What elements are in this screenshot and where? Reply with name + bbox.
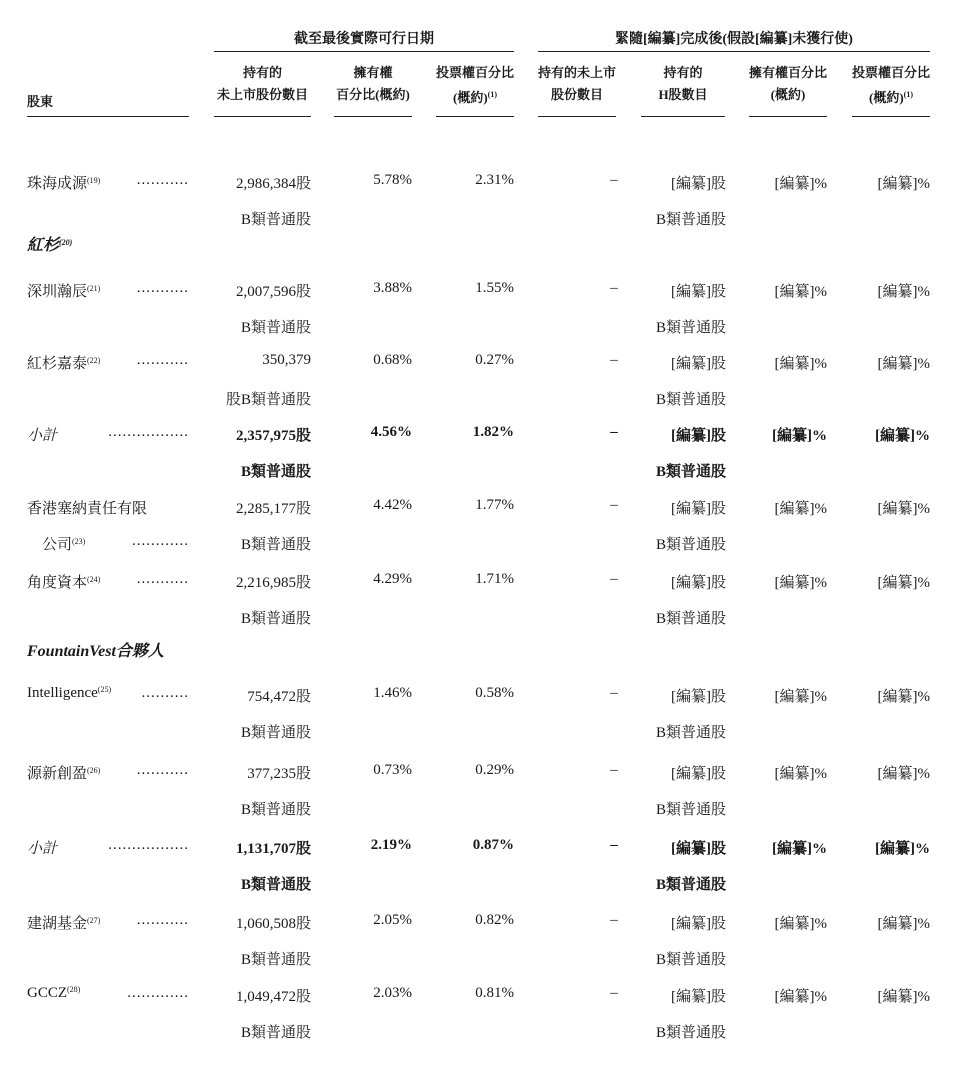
shareholder-name-cont: 公司$^{(23)}$ ............ bbox=[42, 533, 189, 553]
col-header-rule bbox=[852, 116, 930, 117]
unlisted-after: – bbox=[610, 497, 618, 513]
h-shares-count: [編纂]股 bbox=[671, 841, 726, 857]
h-shares-count: [編纂]股 bbox=[671, 916, 726, 932]
h-shares-count: [編纂]股 bbox=[671, 284, 726, 300]
unlisted-shares-count: 1,060,508股 bbox=[235, 916, 311, 932]
voting-pct: 1.55% bbox=[475, 280, 514, 296]
voting-after: [編纂]% bbox=[877, 916, 930, 932]
voting-after: [編纂]% bbox=[875, 428, 930, 444]
h-shares-count: [編纂]股 bbox=[671, 689, 726, 705]
h-shares-count: [編纂]股 bbox=[671, 989, 726, 1005]
ownership-after: [編纂]% bbox=[774, 689, 827, 705]
ownership-after: [編纂]% bbox=[774, 989, 827, 1005]
unlisted-shares-class: B類普通股 bbox=[240, 877, 311, 893]
unlisted-shares-count: 754,472股 bbox=[247, 689, 311, 705]
unlisted-shares-count: 1,049,472股 bbox=[235, 989, 311, 1005]
h-shares-class: B類普通股 bbox=[655, 952, 726, 968]
h-shares-count: [編纂]股 bbox=[671, 575, 726, 591]
unlisted-shares-count: 2,986,384股 bbox=[235, 176, 311, 192]
h-shares-class: B類普通股 bbox=[655, 392, 726, 408]
shareholder-name: 深圳瀚辰$^{(21)}$ ........... bbox=[27, 280, 189, 300]
col-header-shareholder: 股東 bbox=[27, 94, 54, 109]
voting-pct: 1.82% bbox=[472, 424, 514, 440]
voting-after: [編纂]% bbox=[877, 575, 930, 591]
voting-pct: 1.71% bbox=[475, 571, 514, 587]
leader-dots: .......... bbox=[141, 685, 189, 701]
h-shares-class: B類普通股 bbox=[655, 464, 726, 480]
shareholder-name: 源新創盈$^{(26)}$ ........... bbox=[27, 762, 189, 782]
unlisted-after: – bbox=[610, 172, 618, 188]
unlisted-after: – bbox=[610, 280, 618, 296]
h-shares-class: B類普通股 bbox=[655, 611, 726, 627]
ownership-pct: 4.56% bbox=[370, 424, 412, 440]
unlisted-shares-class: B類普通股 bbox=[240, 1025, 311, 1041]
leader-dots: ............ bbox=[132, 533, 189, 549]
h-shares-class: B類普通股 bbox=[655, 212, 726, 228]
h-shares-count: [編纂]股 bbox=[671, 176, 726, 192]
group-header-rule bbox=[214, 51, 514, 52]
h-shares-count: [編纂]股 bbox=[671, 356, 726, 372]
leader-dots: ........... bbox=[136, 280, 189, 296]
unlisted-shares-count: 1,131,707股 bbox=[235, 841, 311, 857]
leader-dots: ............. bbox=[127, 985, 189, 1001]
col-header-ownership-after: 擁有權百分比 (概約) bbox=[749, 65, 828, 102]
col-header-rule bbox=[538, 116, 616, 117]
col-header-h-shares: 持有的 H股數目 bbox=[658, 65, 708, 102]
col-header-rule bbox=[214, 116, 311, 117]
ownership-after: [編纂]% bbox=[774, 176, 827, 192]
ownership-after: [編纂]% bbox=[772, 428, 827, 444]
ownership-after: [編纂]% bbox=[774, 575, 827, 591]
ownership-pct: 2.05% bbox=[373, 912, 412, 928]
voting-after: [編纂]% bbox=[877, 989, 930, 1005]
unlisted-shares-class: B類普通股 bbox=[240, 320, 311, 336]
voting-after: [編纂]% bbox=[877, 356, 930, 372]
ownership-after: [編纂]% bbox=[774, 766, 827, 782]
group-header-rule bbox=[538, 51, 930, 52]
voting-pct: 0.27% bbox=[475, 352, 514, 368]
ownership-pct: 0.73% bbox=[373, 762, 412, 778]
voting-after: [編纂]% bbox=[877, 176, 930, 192]
unlisted-shares-count: 2,357,975股 bbox=[235, 428, 311, 444]
shareholder-name: GCCZ$^{(28)}$ ............. bbox=[27, 985, 189, 1001]
unlisted-after: – bbox=[610, 424, 618, 440]
unlisted-shares-count: 2,285,177股 bbox=[235, 501, 311, 517]
group-header-latest-date: 截至最後實際可行日期 bbox=[294, 32, 434, 47]
unlisted-after: – bbox=[610, 912, 618, 928]
ownership-pct: 4.29% bbox=[373, 571, 412, 587]
section-fountainvest: FountainVest合夥人 bbox=[27, 643, 164, 660]
unlisted-shares-count: 350,379 bbox=[262, 352, 311, 368]
ownership-after: [編纂]% bbox=[772, 841, 827, 857]
unlisted-after: – bbox=[610, 685, 618, 701]
col-header-unlisted-after: 持有的未上市 股份數目 bbox=[538, 65, 617, 102]
unlisted-shares-count: 2,216,985股 bbox=[235, 575, 311, 591]
shareholder-name: 香港塞納責任有限 bbox=[27, 501, 148, 517]
shareholder-name: Intelligence$^{(25)}$ .......... bbox=[27, 685, 189, 701]
leader-dots: ........... bbox=[136, 352, 189, 368]
unlisted-shares-count: 2,007,596股 bbox=[235, 284, 311, 300]
unlisted-shares-class: B類普通股 bbox=[240, 725, 311, 741]
leader-dots: ........... bbox=[136, 172, 189, 188]
voting-pct: 0.81% bbox=[475, 985, 514, 1001]
h-shares-count: [編纂]股 bbox=[671, 428, 726, 444]
h-shares-class: B類普通股 bbox=[655, 802, 726, 818]
shareholder-name: 珠海成源$^{(19)}$ ........... bbox=[27, 172, 189, 192]
h-shares-class: B類普通股 bbox=[655, 537, 726, 553]
ownership-pct: 5.78% bbox=[373, 172, 412, 188]
unlisted-after: – bbox=[610, 762, 618, 778]
shareholder-name: 紅杉嘉泰$^{(22)}$ ........... bbox=[27, 352, 189, 372]
col-header-rule bbox=[334, 116, 412, 117]
ownership-pct: 4.42% bbox=[373, 497, 412, 513]
voting-pct: 1.77% bbox=[475, 497, 514, 513]
col-header-ownership-pct: 擁有權 百分比(概約) bbox=[336, 65, 410, 102]
col-header-unlisted-shares: 持有的 未上市股份數目 bbox=[216, 65, 308, 102]
ownership-after: [編纂]% bbox=[774, 356, 827, 372]
ownership-after: [編纂]% bbox=[774, 916, 827, 932]
leader-dots: ........... bbox=[136, 571, 189, 587]
col-header-rule bbox=[641, 116, 725, 117]
unlisted-shares-class: B類普通股 bbox=[240, 212, 311, 228]
ownership-after: [編纂]% bbox=[774, 284, 827, 300]
col-header-voting-pct: 投票權百分比 (概約)$^{(1)}$ bbox=[436, 65, 515, 105]
shareholder-name: 小計 ................. bbox=[27, 424, 189, 444]
unlisted-shares-class: B類普通股 bbox=[240, 464, 311, 480]
voting-after: [編纂]% bbox=[877, 284, 930, 300]
unlisted-shares-class: B類普通股 bbox=[240, 952, 311, 968]
unlisted-shares-count: 377,235股 bbox=[247, 766, 311, 782]
ownership-after: [編纂]% bbox=[774, 501, 827, 517]
unlisted-after: – bbox=[610, 985, 618, 1001]
col-header-rule bbox=[436, 116, 514, 117]
shareholder-name: 小計 ................. bbox=[27, 837, 189, 857]
shareholder-name: 角度資本$^{(24)}$ ........... bbox=[27, 571, 189, 591]
ownership-pct: 0.68% bbox=[373, 352, 412, 368]
ownership-pct: 2.03% bbox=[373, 985, 412, 1001]
leader-dots: ................. bbox=[108, 837, 189, 853]
unlisted-shares-class: B類普通股 bbox=[240, 611, 311, 627]
col-header-voting-after: 投票權百分比 (概約)$^{(1)}$ bbox=[852, 65, 931, 105]
leader-dots: ........... bbox=[136, 912, 189, 928]
h-shares-class: B類普通股 bbox=[655, 725, 726, 741]
h-shares-class: B類普通股 bbox=[655, 877, 726, 893]
leader-dots: ........... bbox=[136, 762, 189, 778]
h-shares-class: B類普通股 bbox=[655, 1025, 726, 1041]
voting-after: [編纂]% bbox=[877, 501, 930, 517]
voting-pct: 0.87% bbox=[472, 837, 514, 853]
group-header-after-completion: 緊隨[編纂]完成後(假設[編纂]未獲行使) bbox=[615, 32, 853, 47]
ownership-pct: 3.88% bbox=[373, 280, 412, 296]
col-header-rule bbox=[749, 116, 827, 117]
unlisted-after: – bbox=[610, 837, 618, 853]
unlisted-after: – bbox=[610, 352, 618, 368]
unlisted-shares-class: 股B類普通股 bbox=[225, 392, 311, 408]
shareholder-name: 建湖基金$^{(27)}$ ........... bbox=[27, 912, 189, 932]
unlisted-shares-class: B類普通股 bbox=[240, 802, 311, 818]
voting-after: [編纂]% bbox=[877, 689, 930, 705]
voting-after: [編纂]% bbox=[877, 766, 930, 782]
ownership-pct: 2.19% bbox=[370, 837, 412, 853]
unlisted-after: – bbox=[610, 571, 618, 587]
col-header-rule bbox=[27, 116, 189, 117]
h-shares-count: [編纂]股 bbox=[671, 766, 726, 782]
h-shares-class: B類普通股 bbox=[655, 320, 726, 336]
voting-pct: 0.58% bbox=[475, 685, 514, 701]
ownership-pct: 1.46% bbox=[373, 685, 412, 701]
voting-pct: 2.31% bbox=[475, 172, 514, 188]
leader-dots: ................. bbox=[108, 424, 189, 440]
voting-pct: 0.82% bbox=[475, 912, 514, 928]
section-hongshan: 紅杉$^{(20)}$ bbox=[27, 237, 73, 254]
unlisted-shares-class: B類普通股 bbox=[240, 537, 311, 553]
h-shares-count: [編纂]股 bbox=[671, 501, 726, 517]
voting-pct: 0.29% bbox=[475, 762, 514, 778]
voting-after: [編纂]% bbox=[875, 841, 930, 857]
